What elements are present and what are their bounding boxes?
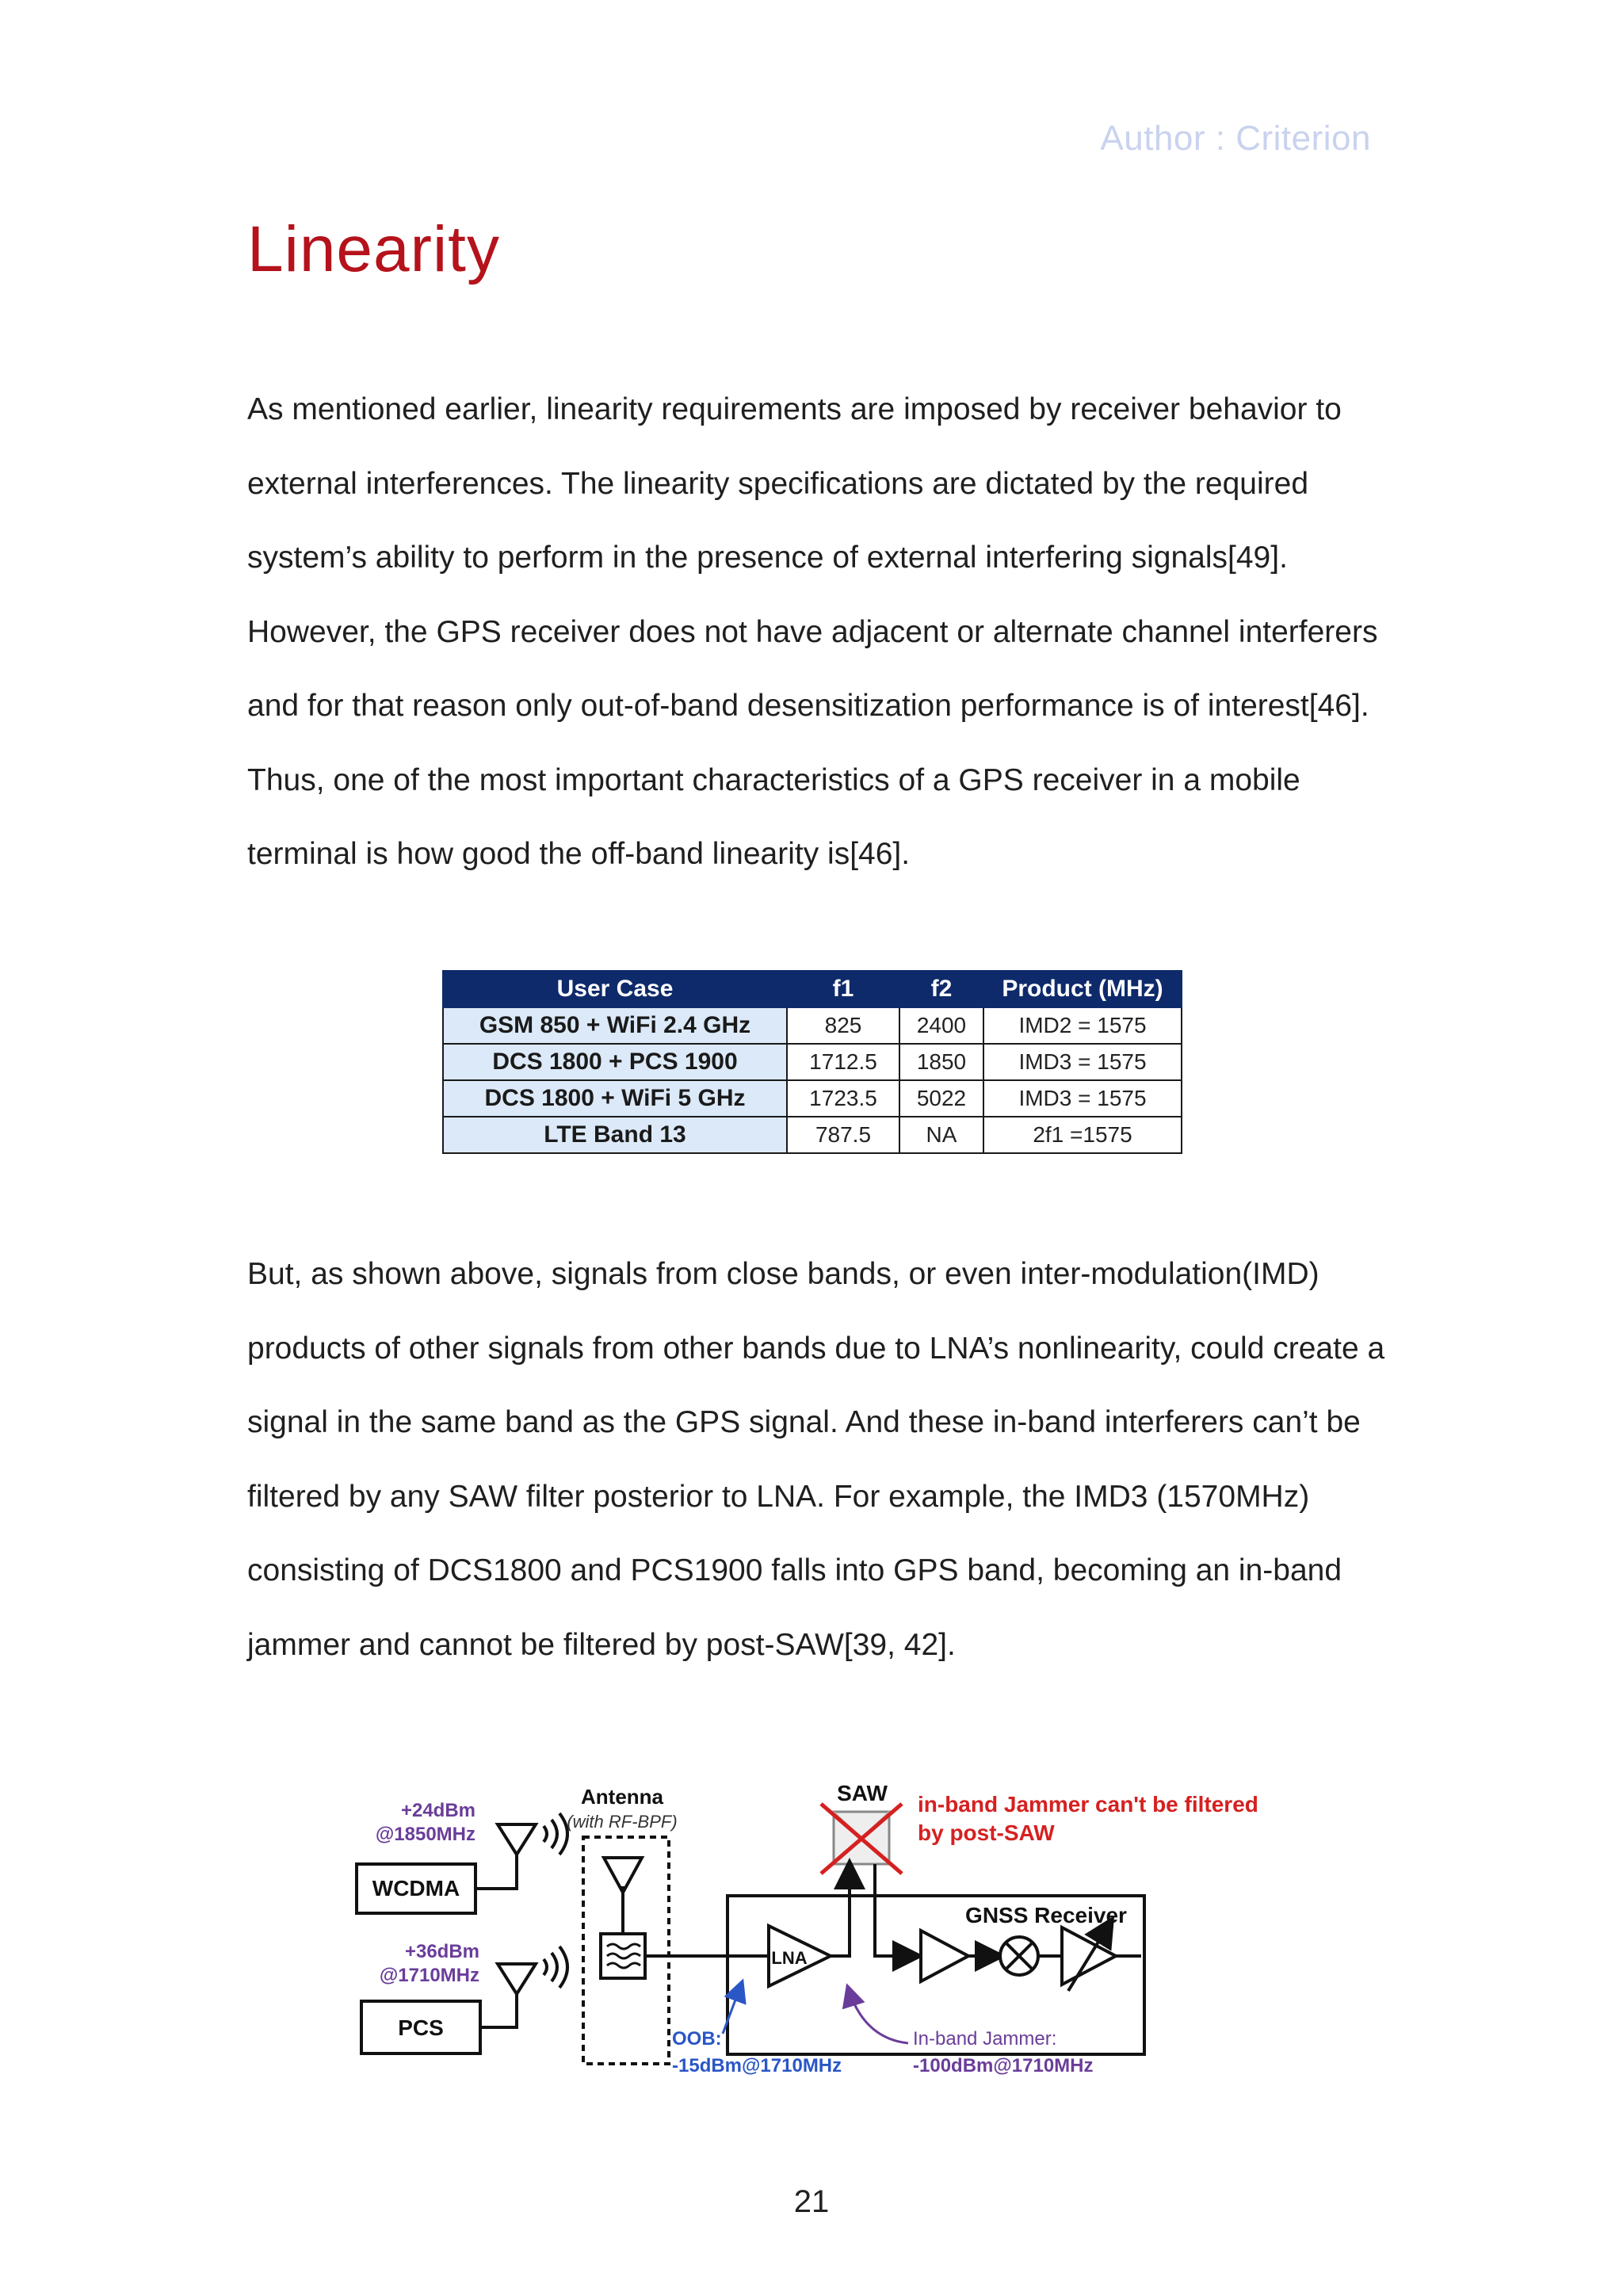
lna-amplifier-icon (769, 1926, 831, 1986)
cell-f1: 825 (787, 1007, 899, 1044)
cell-user-case: DCS 1800 + WiFi 5 GHz (443, 1080, 787, 1117)
saw-label: SAW (837, 1781, 888, 1805)
lna-label: LNA (771, 1948, 808, 1968)
table-row (443, 1117, 1182, 1153)
cell-f2: NA (899, 1117, 983, 1153)
jammer-note-line1: in-band Jammer can't be filtered (918, 1792, 1258, 1817)
table-row (443, 1080, 1182, 1117)
cell-f1: 1723.5 (787, 1080, 899, 1117)
oob-label: OOB: (672, 2028, 722, 2050)
variable-gain-amp-icon (1062, 1921, 1116, 1991)
lna-to-saw-line (831, 1864, 850, 1956)
cell-user-case: GSM 850 + WiFi 2.4 GHz (443, 1007, 787, 1044)
cell-f2: 2400 (899, 1007, 983, 1044)
saw-to-amp-line (875, 1864, 918, 1956)
gnss-receiver-label: GNSS Receiver (965, 1903, 1127, 1927)
cell-product: IMD2 = 1575 (983, 1007, 1182, 1044)
gnss-jammer-diagram (349, 1775, 1316, 2092)
wcdma-antenna-icon (475, 1813, 567, 1889)
antenna-sub-label: (with RF-BPF) (567, 1812, 678, 1832)
paragraph-intro: As mentioned earlier, linearity requirements are imposed by receiver behavior to external interferences. The linearity specifications are dictated by the required system’s ability to perform in the presence of external interfering signals[49]. However, the GPS receiver does not have adjacent or alternate channel interferers and for that reason only out-of-band desensitization performance is of interest[46]. Thus, one of the most important characteristics of a GPS receiver in a mobile terminal is how good the off-band linearity is[46]. (247, 392, 1378, 871)
page-number: 21 (793, 2184, 830, 2219)
author-header: Author : Criterion (1100, 119, 1371, 158)
cell-f1: 1712.5 (787, 1044, 899, 1080)
table-row (443, 1007, 1182, 1044)
jammer-note-line2: by post-SAW (918, 1820, 1055, 1845)
cell-f2: 5022 (899, 1080, 983, 1117)
mixer-icon (1000, 1937, 1038, 1975)
cell-f2: 1850 (899, 1044, 983, 1080)
oob-value: -15dBm@1710MHz (672, 2055, 842, 2076)
header-f2: f2 (899, 971, 983, 1007)
user-case-table-container (442, 970, 1182, 1154)
cell-product: IMD3 = 1575 (983, 1080, 1182, 1117)
section-title: Linearity (247, 213, 500, 285)
user-case-table (442, 970, 1182, 1154)
pcs-power-label: +36dBm (404, 1941, 479, 1962)
wcdma-freq-label: @1850MHz (375, 1824, 475, 1845)
rf-bpf-filter-icon (601, 1934, 645, 1978)
wcdma-box-label: WCDMA (372, 1876, 460, 1901)
oob-arrow (723, 1983, 742, 2034)
cell-user-case: DCS 1800 + PCS 1900 (443, 1044, 787, 1080)
pcs-antenna-icon (480, 1946, 567, 2027)
header-user-case: User Case (443, 971, 787, 1007)
antenna-label: Antenna (581, 1785, 663, 1809)
pcs-box-label: PCS (398, 2015, 444, 2040)
inband-jammer-value: -100dBm@1710MHz (913, 2055, 1094, 2076)
paragraph-imd: But, as shown above, signals from close bands, or even inter-modulation(IMD) products of other signals from other bands due to LNA’s nonlinearity, could create a signal in the same band as the GPS signal. And these in-band interferers can’t be filtered by any SAW filter posterior to LNA. For example, the IMD3 (1570MHz) consisting of DCS1800 and PCS1900 falls into GPS band, becoming an in-band jammer and cannot be filtered by post-SAW[39, 42]. (247, 1257, 1385, 1662)
inband-jammer-arrow (848, 1988, 908, 2043)
cell-f1: 787.5 (787, 1117, 899, 1153)
main-antenna-icon (604, 1858, 642, 1934)
inband-jammer-label: In-band Jammer: (913, 2028, 1057, 2050)
cell-product: 2f1 =1575 (983, 1117, 1182, 1153)
cell-user-case: LTE Band 13 (443, 1117, 787, 1153)
wcdma-power-label: +24dBm (400, 1800, 475, 1821)
pcs-freq-label: @1710MHz (379, 1965, 479, 1986)
table-header-row (443, 971, 1182, 1007)
gain-stage-icon (921, 1931, 968, 1981)
table-row (443, 1044, 1182, 1080)
header-f1: f1 (787, 971, 899, 1007)
cell-product: IMD3 = 1575 (983, 1044, 1182, 1080)
header-product: Product (MHz) (983, 971, 1182, 1007)
